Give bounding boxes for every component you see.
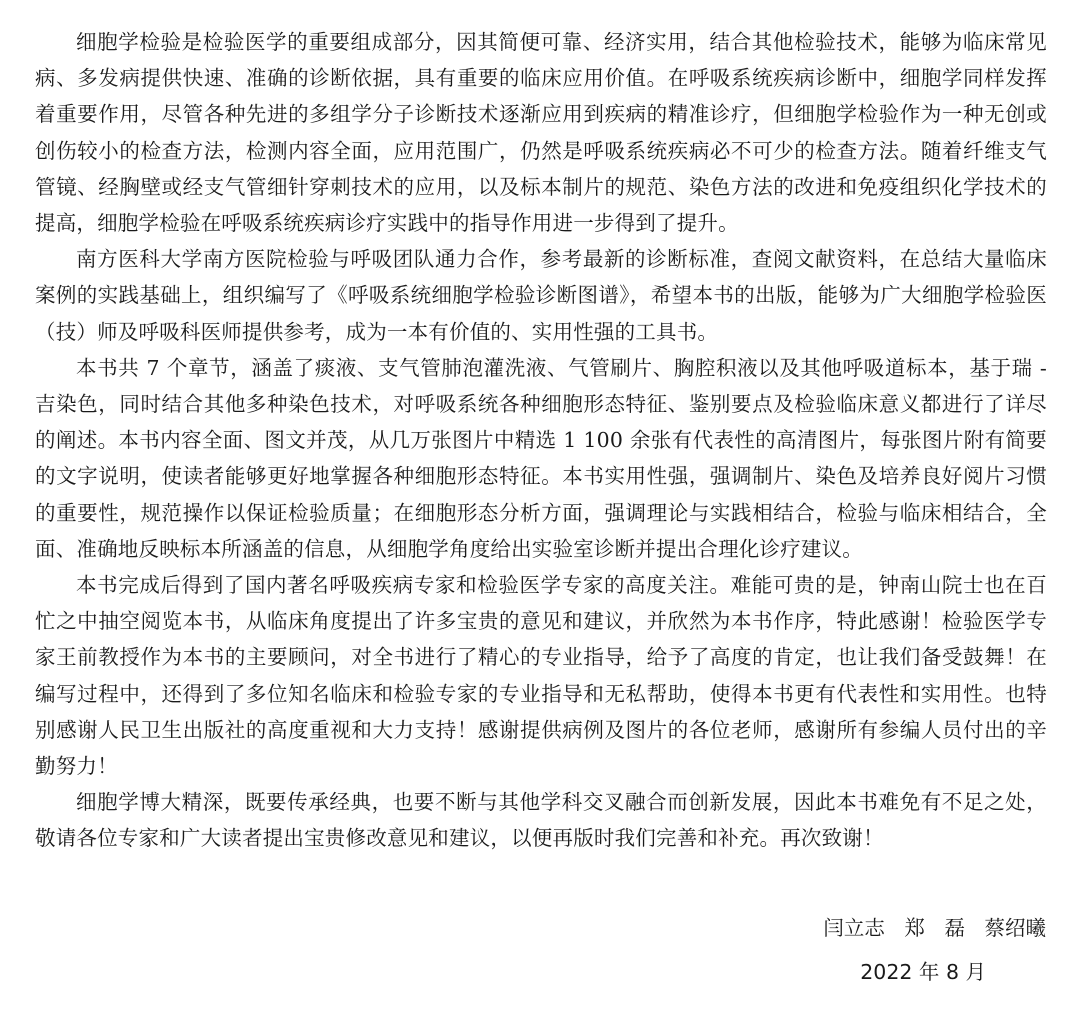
paragraph-1: 细胞学检验是检验医学的重要组成部分，因其简便可靠、经济实用，结合其他检验技术，能够为临床常见病、多发病提供快速、准确的诊断依据，具有重要的临床应用价值。在呼吸系统疾病诊断中，细胞学同样发挥着重要作用，尽管各种先进的多组学分子诊断技术逐渐应用到疾病的精准诊疗，但细胞学检验作为一种无创或创伤较小的检查方法，检测内容全面，应用范围广，仍然是呼吸系统疾病必不可少的检查方法。随着纤维支气管镜、经胸壁或经支气管细针穿刺技术的应用，以及标本制片的规范、染色方法的改进和免疫组织化学技术的提高，细胞学检验在呼吸系统疾病诊疗实践中的指导作用进一步得到了提升。 xyxy=(35,30,1047,236)
paragraph-2: 南方医科大学南方医院检验与呼吸团队通力合作，参考最新的诊断标准，查阅文献资料，在总结大量临床案例的实践基础上，组织编写了《呼吸系统细胞学检验诊断图谱》，希望本书的出版，能够为广大细胞学检验医（技）师及呼吸科医师提供参考，成为一本有价值的、实用性强的工具书。 xyxy=(35,247,1047,344)
preface-body xyxy=(35,24,1047,857)
paragraph-4: 本书完成后得到了国内著名呼吸疾病专家和检验医学专家的高度关注。难能可贵的是，钟南山院士也在百忙之中抽空阅览本书，从临床角度提出了许多宝贵的意见和建议，并欣然为本书作序，特此感谢！检验医学专家王前教授作为本书的主要顾问，对全书进行了精心的专业指导，给予了高度的肯定，也让我们备受鼓舞！在编写过程中，还得到了多位知名临床和检验专家的专业指导和无私帮助，使得本书更有代表性和实用性。也特别感谢人民卫生出版社的高度重视和大力支持！感谢提供病例及图片的各位老师，感谢所有参编人员付出的辛勤努力！ xyxy=(35,573,1047,779)
signature-block xyxy=(823,910,1046,990)
paragraph-3: 本书共 7 个章节，涵盖了痰液、支气管肺泡灌洗液、气管刷片、胸腔积液以及其他呼吸道标本，基于瑞 - 吉染色，同时结合其他多种染色技术，对呼吸系统各种细胞形态特征、鉴别要点及检验临床意义都进行了详尽的阐述。本书内容全面、图文并茂，从几万张图片中精选 1 100 余张有代表性的高清图片，每张图片附有简要的文字说明，使读者能够更好地掌握各种细胞形态特征。本书实用性强，强调制片、染色及培养良好阅片习惯的重要性，规范操作以保证检验质量；在细胞形态分析方面，强调理论与实践相结合，检验与临床相结合，全面、准确地反映标本所涵盖的信息，从细胞学角度给出实验室诊断并提出合理化诊疗建议。 xyxy=(35,355,1047,561)
author-names: 闫立志 郑 磊 蔡绍曦 xyxy=(823,916,1046,940)
paragraph-5: 细胞学博大精深，既要传承经典，也要不断与其他学科交叉融合而创新发展，因此本书难免有不足之处，敬请各位专家和广大读者提出宝贵修改意见和建议，以便再版时我们完善和补充。再次致谢！ xyxy=(35,790,1047,851)
signature-date: 2022 年 8 月 xyxy=(860,960,986,984)
